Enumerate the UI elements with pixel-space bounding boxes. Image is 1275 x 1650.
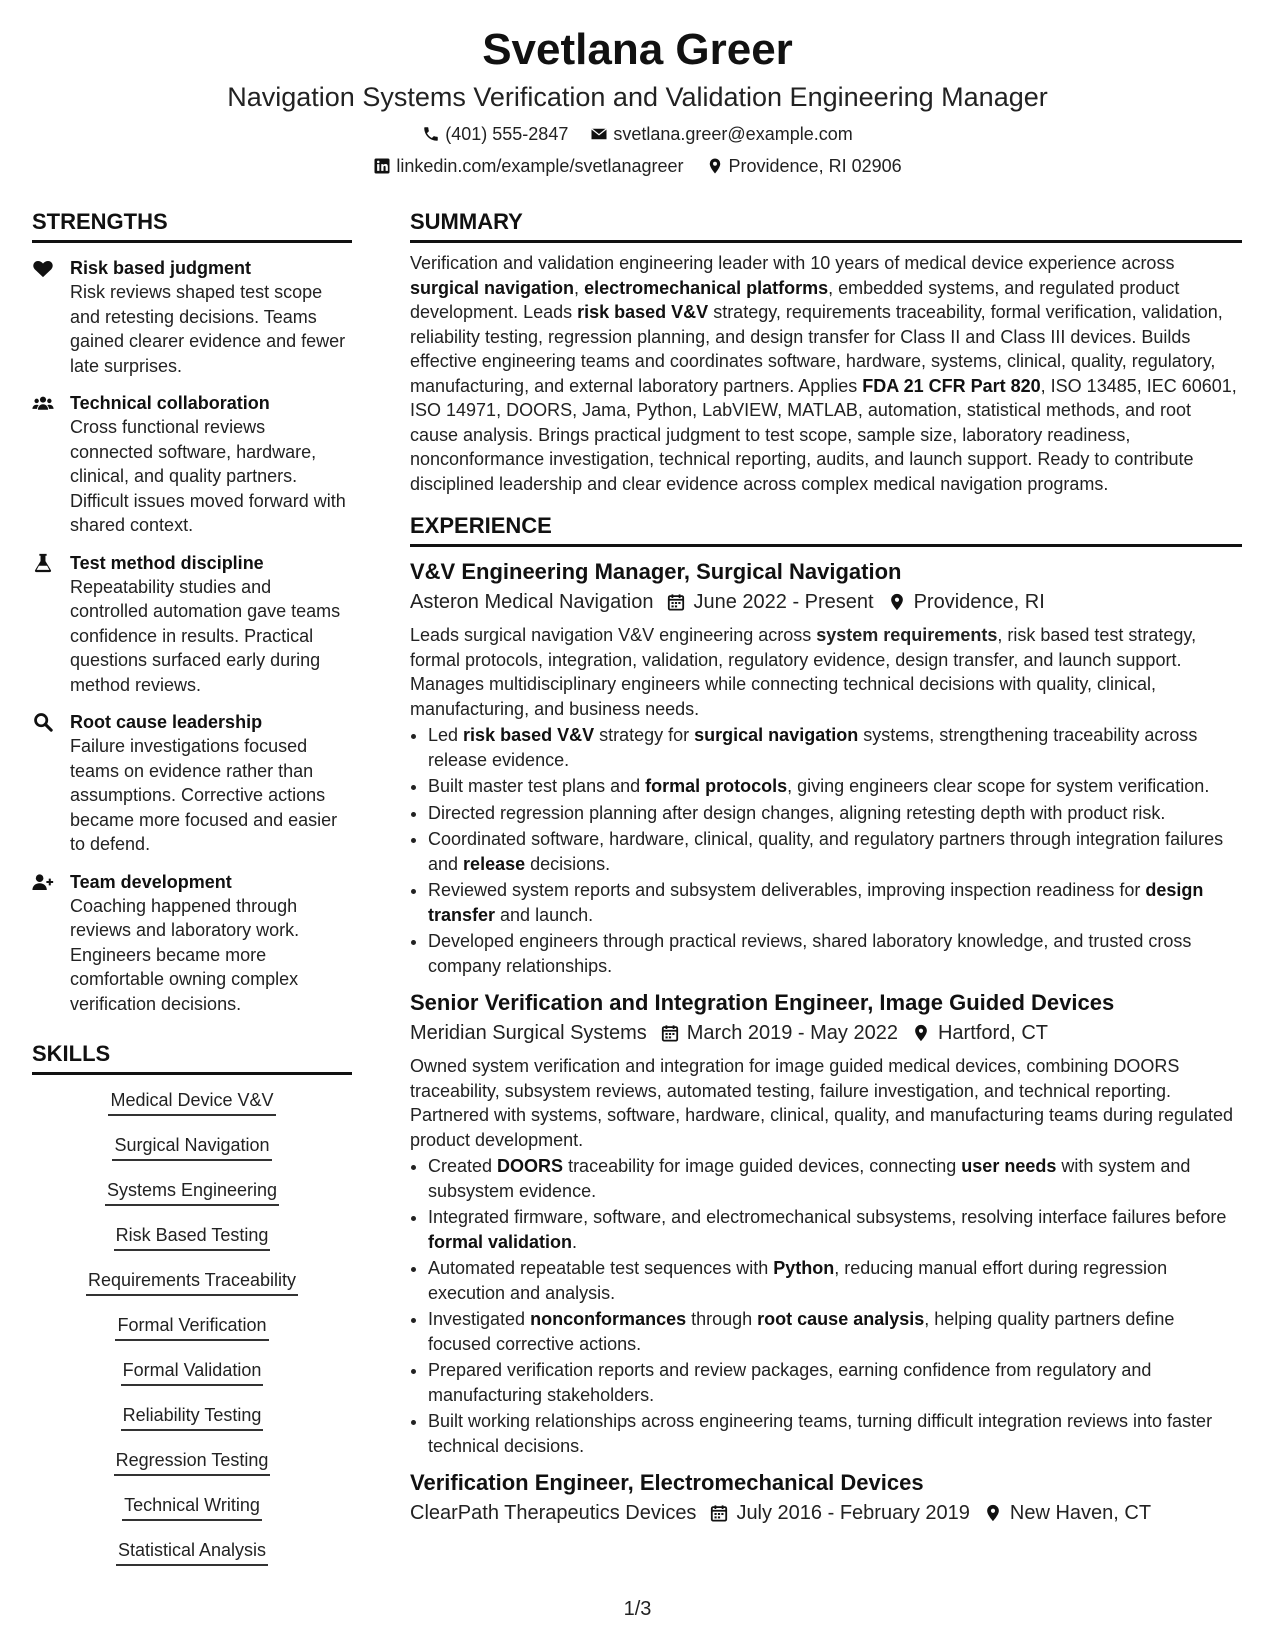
summary-text: Verification and validation engineering leader with 10 years of medical device experience across surgical navigation, electromechanical platforms, embedded systems, and regulated product development. Leads risk based V&V strategy, requirements traceability, formal verification, validation, reliability testing, regression planning, and design transfer for Class II and Class III devices. Builds effective engineering teams and coordinates software, hardware, systems, clinical, quality, regulatory, manufacturing, and external laboratory partners. Applies FDA 21 CFR Part 820, ISO 13485, IEC 60601, ISO 14971, DOORS, Jama, Python, LabVIEW, MATLAB, automation, statistical methods, and root cause analysis. Brings practical judgment to test scope, sample size, laboratory readiness, nonconformance investigation, technical reporting, audits, and launch support. Ready to contribute disciplined leadership and clear evidence across complex medical navigation programs. <box>410 253 1237 494</box>
strength-item <box>32 870 352 1017</box>
skills-heading: SKILLS <box>32 1040 352 1075</box>
bullet-item: • Directed regression planning after design changes, aligning retesting depth with product risk. <box>428 801 1242 826</box>
job-title: Verification Engineer, Electromechanical Devices <box>410 1470 924 1495</box>
strength-desc: Repeatability studies and controlled automation gave teams confidence in results. Practical questions surfaced early during method reviews. <box>70 576 341 695</box>
job-entry <box>410 557 1242 978</box>
strength-title: Root cause leadership <box>70 712 263 732</box>
job-meta <box>410 587 1242 617</box>
location-contact <box>706 154 902 178</box>
skills-list <box>32 1087 352 1582</box>
company-name: ClearPath Therapeutics Devices <box>410 1502 697 1524</box>
skill-item: Statistical Analysis <box>116 1537 268 1566</box>
bullet-item: • Investigated nonconformances through root cause analysis, helping quality partners define focused corrective actions. <box>428 1307 1242 1356</box>
job-description: Leads surgical navigation V&V engineering across system requirements, risk based test strategy, formal protocols, integration, validation, regulatory evidence, design transfer, and launch support. Manages multidisciplinary engineers while connecting technical decisions with quality, clinical, manufacturing, and business needs. <box>410 625 1197 719</box>
user-plus-icon <box>32 872 54 892</box>
skill-item: Requirements Traceability <box>86 1267 298 1296</box>
bullet-item: • Built working relationships across engineering teams, turning difficult integration reviews into faster technical decisions. <box>428 1409 1242 1458</box>
job-entry <box>410 1468 1242 1528</box>
skill-item: Reliability Testing <box>121 1402 264 1431</box>
email-text: svetlana.greer@example.com <box>613 124 853 144</box>
search-icon <box>32 712 54 732</box>
job-dates: March 2019 - May 2022 <box>686 1022 898 1044</box>
location-text: Providence, RI 02906 <box>728 156 902 176</box>
strength-desc: Failure investigations focused teams on evidence rather than assumptions. Corrective actions became more focused and easier to defend. <box>70 736 338 854</box>
job-location: Hartford, CT <box>937 1022 1049 1044</box>
bullet-item: • Led risk based V&V strategy for surgical navigation systems, strengthening traceability across release evidence. <box>428 723 1242 772</box>
page-number: 1/3 <box>623 1598 652 1620</box>
skill-item: Technical Writing <box>122 1492 262 1521</box>
strength-item <box>32 710 352 857</box>
phone-icon <box>422 125 440 143</box>
calendar-icon <box>661 1024 679 1042</box>
skill-item: Regression Testing <box>114 1447 271 1476</box>
contact-row-1 <box>0 122 1275 146</box>
job-dates: July 2016 - February 2019 <box>736 1502 970 1524</box>
strength-title: Risk based judgment <box>70 258 252 278</box>
map-pin-icon <box>706 157 724 175</box>
company-name: Meridian Surgical Systems <box>410 1022 647 1044</box>
strength-title: Test method discipline <box>70 552 264 573</box>
job-entry <box>410 988 1242 1458</box>
contact-row-2 <box>0 154 1275 178</box>
strength-desc: Coaching happened through reviews and laboratory work. Engineers became more comfortable owning complex verification decisions. <box>70 895 300 1014</box>
heart-icon <box>32 258 54 278</box>
strength-title: Team development <box>70 871 232 892</box>
bullet-item: • Automated repeatable test sequences with Python, reducing manual effort during regression execution and analysis. <box>428 1256 1242 1305</box>
phone-text: (401) 555-2847 <box>445 124 569 144</box>
linkedin-text: linkedin.com/example/svetlanagreer <box>396 156 684 176</box>
envelope-icon <box>590 125 608 143</box>
skill-item: Formal Validation <box>121 1357 264 1386</box>
linkedin-icon <box>373 157 391 175</box>
map-pin-icon <box>888 593 906 611</box>
strength-desc: Cross functional reviews connected software, hardware, clinical, and quality partners. Difficult issues moved forward with shared context. <box>70 417 346 535</box>
company-name: Asteron Medical Navigation <box>410 591 654 613</box>
users-icon <box>32 393 54 413</box>
job-location: Providence, RI <box>913 591 1045 613</box>
right-column <box>410 208 1242 1528</box>
candidate-name: Svetlana Greer <box>482 25 793 74</box>
job-description: Owned system verification and integration for image guided medical devices, combining DOORS traceability, subsystem reviews, automated testing, failure investigation, and technical reporting. Partnered with systems, software, hardware, clinical, quality, and manufacturing teams during regulated product development. <box>410 1056 1234 1150</box>
strength-item <box>32 391 352 538</box>
skill-item: Formal Verification <box>115 1312 268 1341</box>
job-title: V&V Engineering Manager, Surgical Navigation <box>410 559 902 584</box>
job-meta <box>410 1498 1242 1528</box>
job-dates: June 2022 - Present <box>693 591 874 613</box>
map-pin-icon <box>984 1504 1002 1522</box>
strength-item <box>32 256 352 378</box>
job-location: New Haven, CT <box>1009 1502 1152 1524</box>
calendar-icon <box>667 593 685 611</box>
candidate-title: Navigation Systems Verification and Validation Engineering Manager <box>227 82 1048 112</box>
job-title: Senior Verification and Integration Engineer, Image Guided Devices <box>410 990 1115 1015</box>
map-pin-icon <box>912 1024 930 1042</box>
skill-item: Risk Based Testing <box>114 1222 271 1251</box>
experience-heading: EXPERIENCE <box>410 512 1242 547</box>
email-contact[interactable] <box>590 122 852 146</box>
bullet-item: • Created DOORS traceability for image guided devices, connecting user needs with system and subsystem evidence. <box>428 1154 1242 1203</box>
bullet-item: • Prepared verification reports and review packages, earning confidence from regulatory and manufacturing stakeholders. <box>428 1358 1242 1407</box>
phone-contact[interactable] <box>422 122 568 146</box>
job-bullets <box>410 723 1242 978</box>
resume-header <box>0 22 1275 178</box>
bullet-item: • Developed engineers through practical reviews, shared laboratory knowledge, and trusted cross company relationships. <box>428 929 1242 978</box>
strengths-heading: STRENGTHS <box>32 208 352 243</box>
flask-icon <box>32 553 54 573</box>
linkedin-contact[interactable] <box>373 154 683 178</box>
calendar-icon <box>710 1504 728 1522</box>
bullet-item: • Integrated firmware, software, and electromechanical subsystems, resolving interface failures before formal validation. <box>428 1205 1242 1254</box>
strength-item <box>32 551 352 698</box>
summary-heading: SUMMARY <box>410 208 1242 243</box>
left-column <box>32 208 352 1582</box>
skill-item: Medical Device V&V <box>108 1087 275 1116</box>
skill-item: Systems Engineering <box>105 1177 279 1206</box>
bullet-item: • Reviewed system reports and subsystem deliverables, improving inspection readiness for design transfer and launch. <box>428 878 1242 927</box>
job-meta <box>410 1018 1242 1048</box>
bullet-item: • Built master test plans and formal protocols, giving engineers clear scope for system verification. <box>428 774 1242 799</box>
skill-item: Surgical Navigation <box>112 1132 271 1161</box>
strength-title: Technical collaboration <box>70 393 270 413</box>
job-bullets <box>410 1154 1242 1458</box>
strength-desc: Risk reviews shaped test scope and retesting decisions. Teams gained clearer evidence and fewer late surprises. <box>70 282 346 376</box>
bullet-item: • Coordinated software, hardware, clinical, quality, and regulatory partners through integration failures and release decisions. <box>428 827 1242 876</box>
